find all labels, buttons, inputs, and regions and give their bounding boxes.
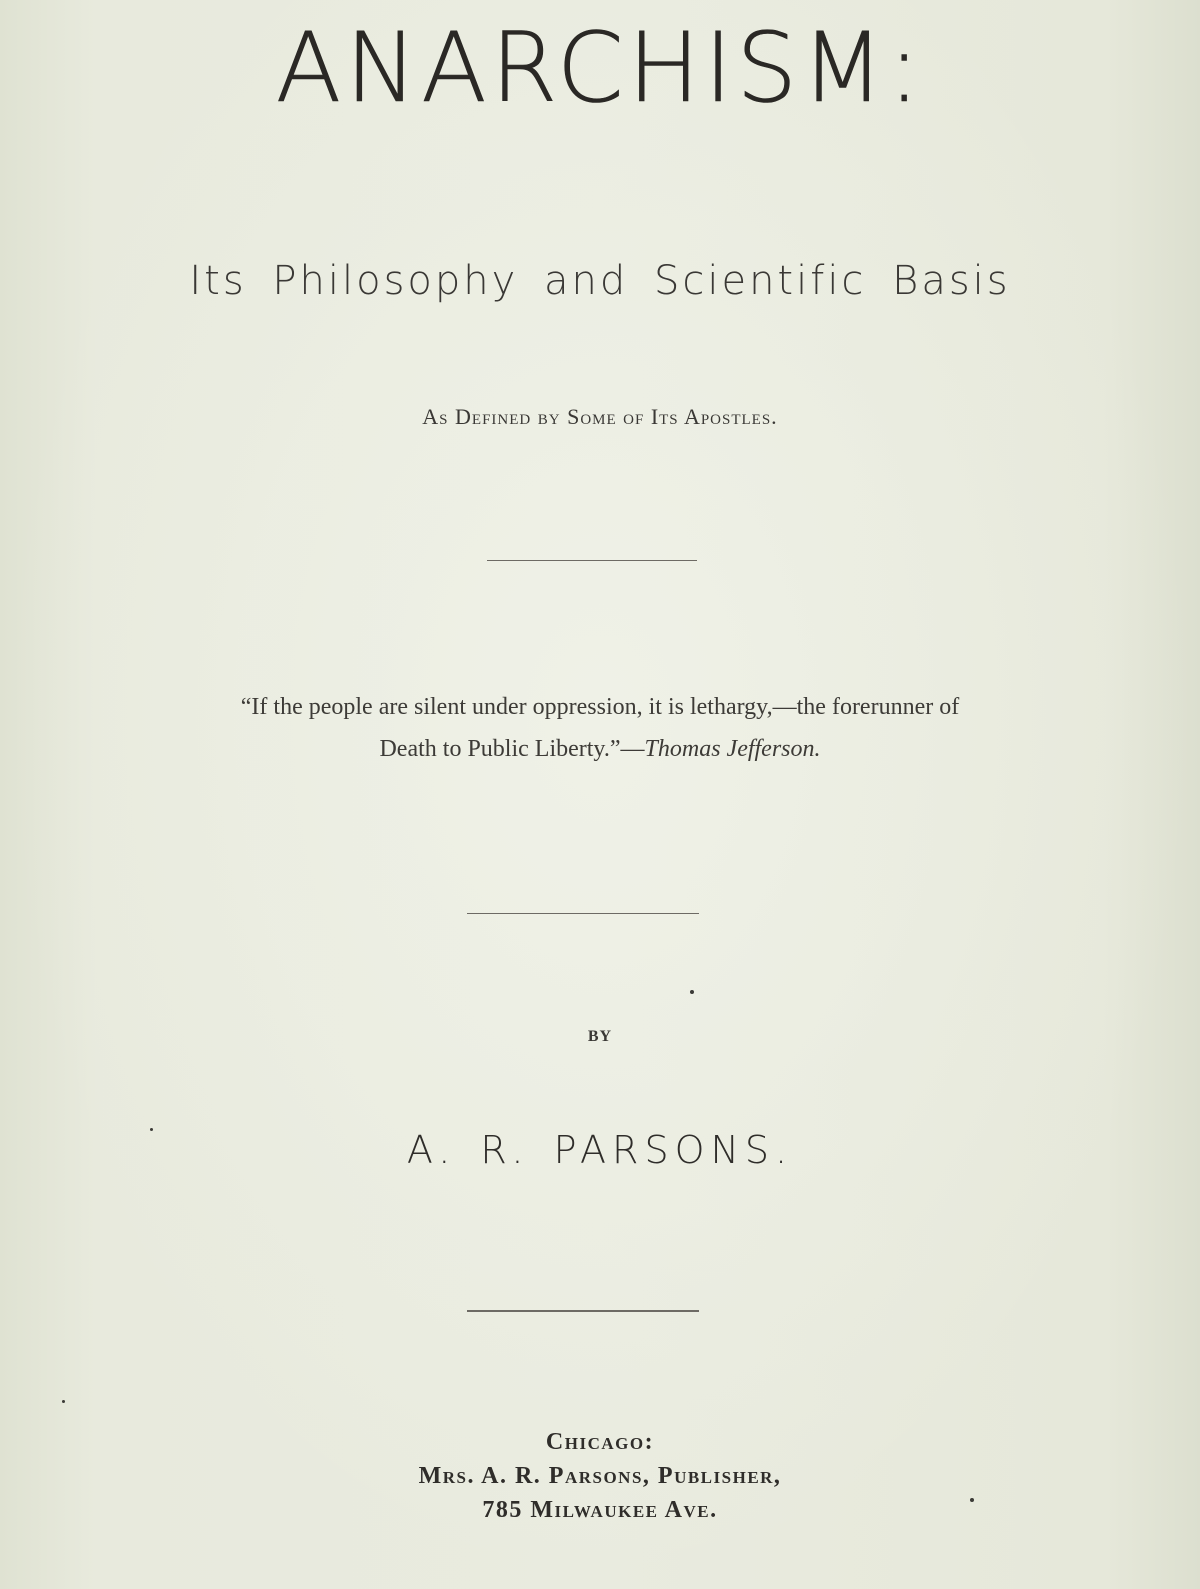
byline: BY (587, 1028, 613, 1045)
imprint-city: Chicago: (545, 1429, 655, 1455)
divider-rule-3 (467, 1310, 699, 1312)
epigraph-line-1: “If the people are silent under oppression, it is lethargy,—the forerunner of (240, 694, 960, 720)
paper-speck (690, 990, 694, 994)
tagline: As Defined by Some of Its Apostles. (422, 404, 778, 429)
imprint (0, 1425, 1200, 1527)
epigraph-line-2 (0, 728, 1200, 770)
imprint-address: 785 Milwaukee Ave. (482, 1497, 718, 1523)
author-name: A. R. PARSONS. (406, 1128, 794, 1172)
imprint-publisher: Mrs. A. R. Parsons, Publisher, (418, 1463, 782, 1489)
epigraph-attribution: Thomas Jefferson. (644, 736, 821, 762)
book-title: ANARCHISM: (275, 12, 925, 124)
epigraph-line-2-text: Death to Public Liberty.”— (379, 736, 645, 762)
paper-speck (62, 1400, 65, 1403)
epigraph (0, 686, 1200, 770)
divider-rule-1 (487, 560, 697, 561)
paper-speck (970, 1498, 974, 1502)
paper-speck (150, 1128, 153, 1131)
book-subtitle: Its Philosophy and Scientific Basis (189, 258, 1011, 304)
divider-rule-2 (467, 913, 699, 914)
